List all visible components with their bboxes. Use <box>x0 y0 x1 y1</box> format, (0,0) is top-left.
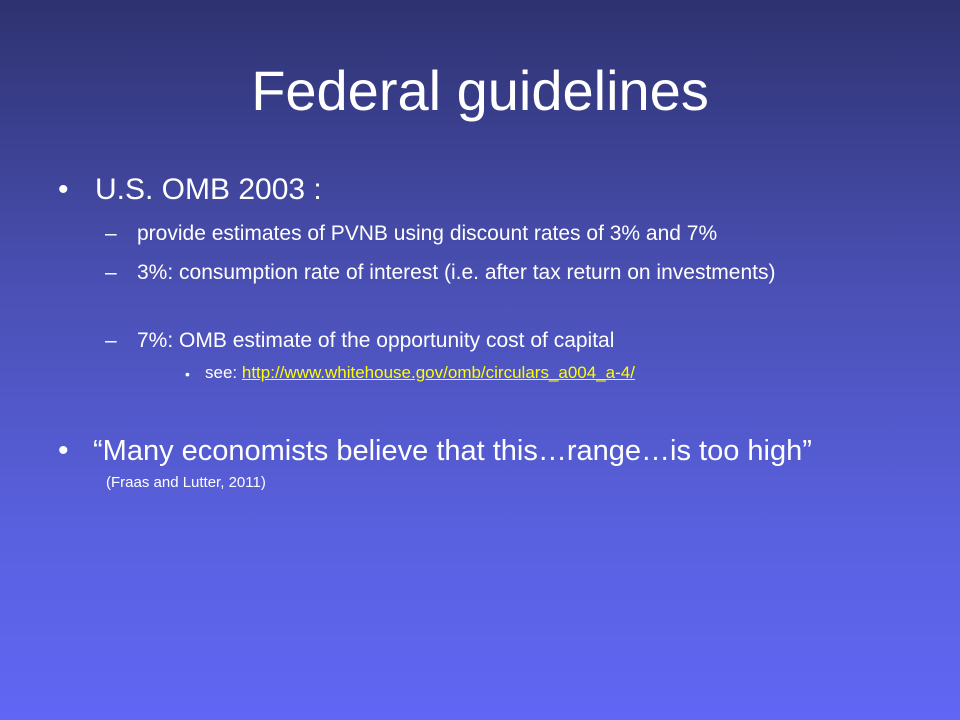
bullet-marker: • <box>58 434 69 467</box>
sub-item-opportunity-cost: 7%: OMB estimate of the opportunity cost of capital <box>137 329 615 352</box>
dash-marker: – <box>105 222 117 245</box>
sub-item-estimates: provide estimates of PVNB using discount rates of 3% and 7% <box>137 222 718 245</box>
see-label: see: <box>205 363 242 382</box>
dash-marker: – <box>105 261 117 284</box>
bullet-economists-quote: “Many economists believe that this…range…is too high” <box>93 435 812 467</box>
slide-title: Federal guidelines <box>251 59 709 122</box>
sub-item-consumption-rate: 3%: consumption rate of interest (i.e. after tax return on investments) <box>137 261 776 284</box>
omb-circular-link[interactable]: http://www.whitehouse.gov/omb/circulars_a004_a-4/ <box>241 363 635 382</box>
bullet-marker: • <box>58 173 69 206</box>
small-bullet-marker: • <box>185 366 190 382</box>
bullet-omb-2003: U.S. OMB 2003 : <box>95 173 322 206</box>
dash-marker: – <box>105 329 117 352</box>
quote-citation: (Fraas and Lutter, 2011) <box>106 474 266 491</box>
see-reference <box>205 361 635 385</box>
